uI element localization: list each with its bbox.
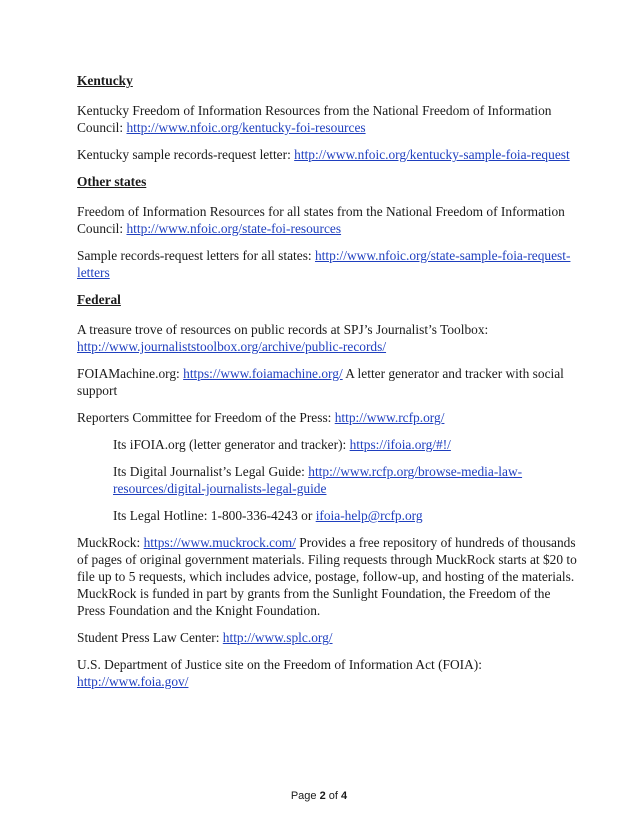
states-resources-paragraph: [77, 203, 577, 237]
splc-link[interactable]: http://www.splc.org/: [222, 630, 333, 645]
legal-guide-link[interactable]: http://www.rcfp.org/browse-media-law-resources/digital-journalists-legal-guide: [113, 464, 523, 496]
legal-hotline-text: Its Legal Hotline: 1-800-336-4243 or: [113, 508, 316, 523]
muckrock-link[interactable]: https://www.muckrock.com/: [143, 535, 296, 550]
section-heading-kentucky: Kentucky: [77, 73, 133, 88]
foiamachine-paragraph: [77, 365, 577, 399]
ifoia-link[interactable]: https://ifoia.org/#!/: [349, 437, 451, 452]
toolbox-link[interactable]: http://www.journaliststoolbox.org/archive/public-records/: [77, 339, 387, 354]
rcfp-text: Reporters Committee for Freedom of the Press:: [77, 410, 335, 425]
section-heading-federal: Federal: [77, 292, 121, 307]
states-letters-paragraph: [77, 247, 577, 281]
page-number: 2: [319, 790, 326, 802]
doj-paragraph: [77, 656, 577, 690]
foiamachine-link[interactable]: https://www.foiamachine.org/: [183, 366, 343, 381]
toolbox-paragraph: [77, 321, 577, 355]
states-letters-text: Sample records-request letters for all states:: [77, 248, 315, 263]
foiamachine-text: FOIAMachine.org:: [77, 366, 184, 381]
splc-text: Student Press Law Center:: [77, 630, 223, 645]
muckrock-description: Provides a free repository of hundreds of thousands of pages of original government materials. Filing requests through MuckRock starts at $20 to file up to 5 requests, which includes advice, postage, follow-up, and hosting of the materials. MuckRock is funded in part by grants from the Sunlight Foundation, the Freedom of the Press Foundation and the Knight Foundation.: [77, 535, 577, 618]
muckrock-paragraph: [77, 534, 577, 619]
legal-hotline-paragraph: [77, 507, 577, 524]
kentucky-letter-paragraph: [77, 146, 577, 163]
doj-text: U.S. Department of Justice site on the Freedom of Information Act (FOIA):: [77, 657, 482, 672]
kentucky-resources-text: Kentucky Freedom of Information Resources from the National Freedom of Information Council:: [77, 103, 552, 135]
page-footer: [0, 790, 638, 802]
kentucky-letter-link[interactable]: http://www.nfoic.org/kentucky-sample-foia-request: [294, 147, 570, 162]
page-total: 4: [341, 790, 348, 802]
legal-guide-paragraph: [77, 463, 577, 497]
legal-guide-text: Its Digital Journalist’s Legal Guide:: [113, 464, 309, 479]
page-label: Page: [290, 790, 320, 802]
rcfp-link[interactable]: http://www.rcfp.org/: [334, 410, 445, 425]
ifoia-paragraph: [77, 436, 577, 453]
doj-link[interactable]: http://www.foia.gov/: [77, 674, 189, 689]
states-letters-link[interactable]: http://www.nfoic.org/state-sample-foia-request-letters: [77, 248, 571, 280]
ifoia-text: Its iFOIA.org (letter generator and tracker):: [113, 437, 350, 452]
splc-paragraph: [77, 629, 577, 646]
toolbox-text: A treasure trove of resources on public records at SPJ’s Journalist’s Toolbox:: [77, 322, 489, 337]
foiamachine-description: A letter generator and tracker with social support: [77, 366, 564, 398]
rcfp-paragraph: [77, 409, 577, 426]
states-resources-text: Freedom of Information Resources for all states from the National Freedom of Information Council:: [77, 204, 565, 236]
section-heading-other-states: Other states: [77, 174, 147, 189]
kentucky-resources-paragraph: [77, 102, 577, 136]
states-resources-link[interactable]: http://www.nfoic.org/state-foi-resources: [126, 221, 342, 236]
page-of-label: of: [325, 790, 342, 802]
kentucky-resources-link[interactable]: http://www.nfoic.org/kentucky-foi-resources: [126, 120, 366, 135]
muckrock-text: MuckRock:: [77, 535, 144, 550]
kentucky-letter-text: Kentucky sample records-request letter:: [77, 147, 295, 162]
document-page: [77, 72, 577, 700]
legal-hotline-email-link[interactable]: ifoia-help@rcfp.org: [315, 508, 423, 523]
